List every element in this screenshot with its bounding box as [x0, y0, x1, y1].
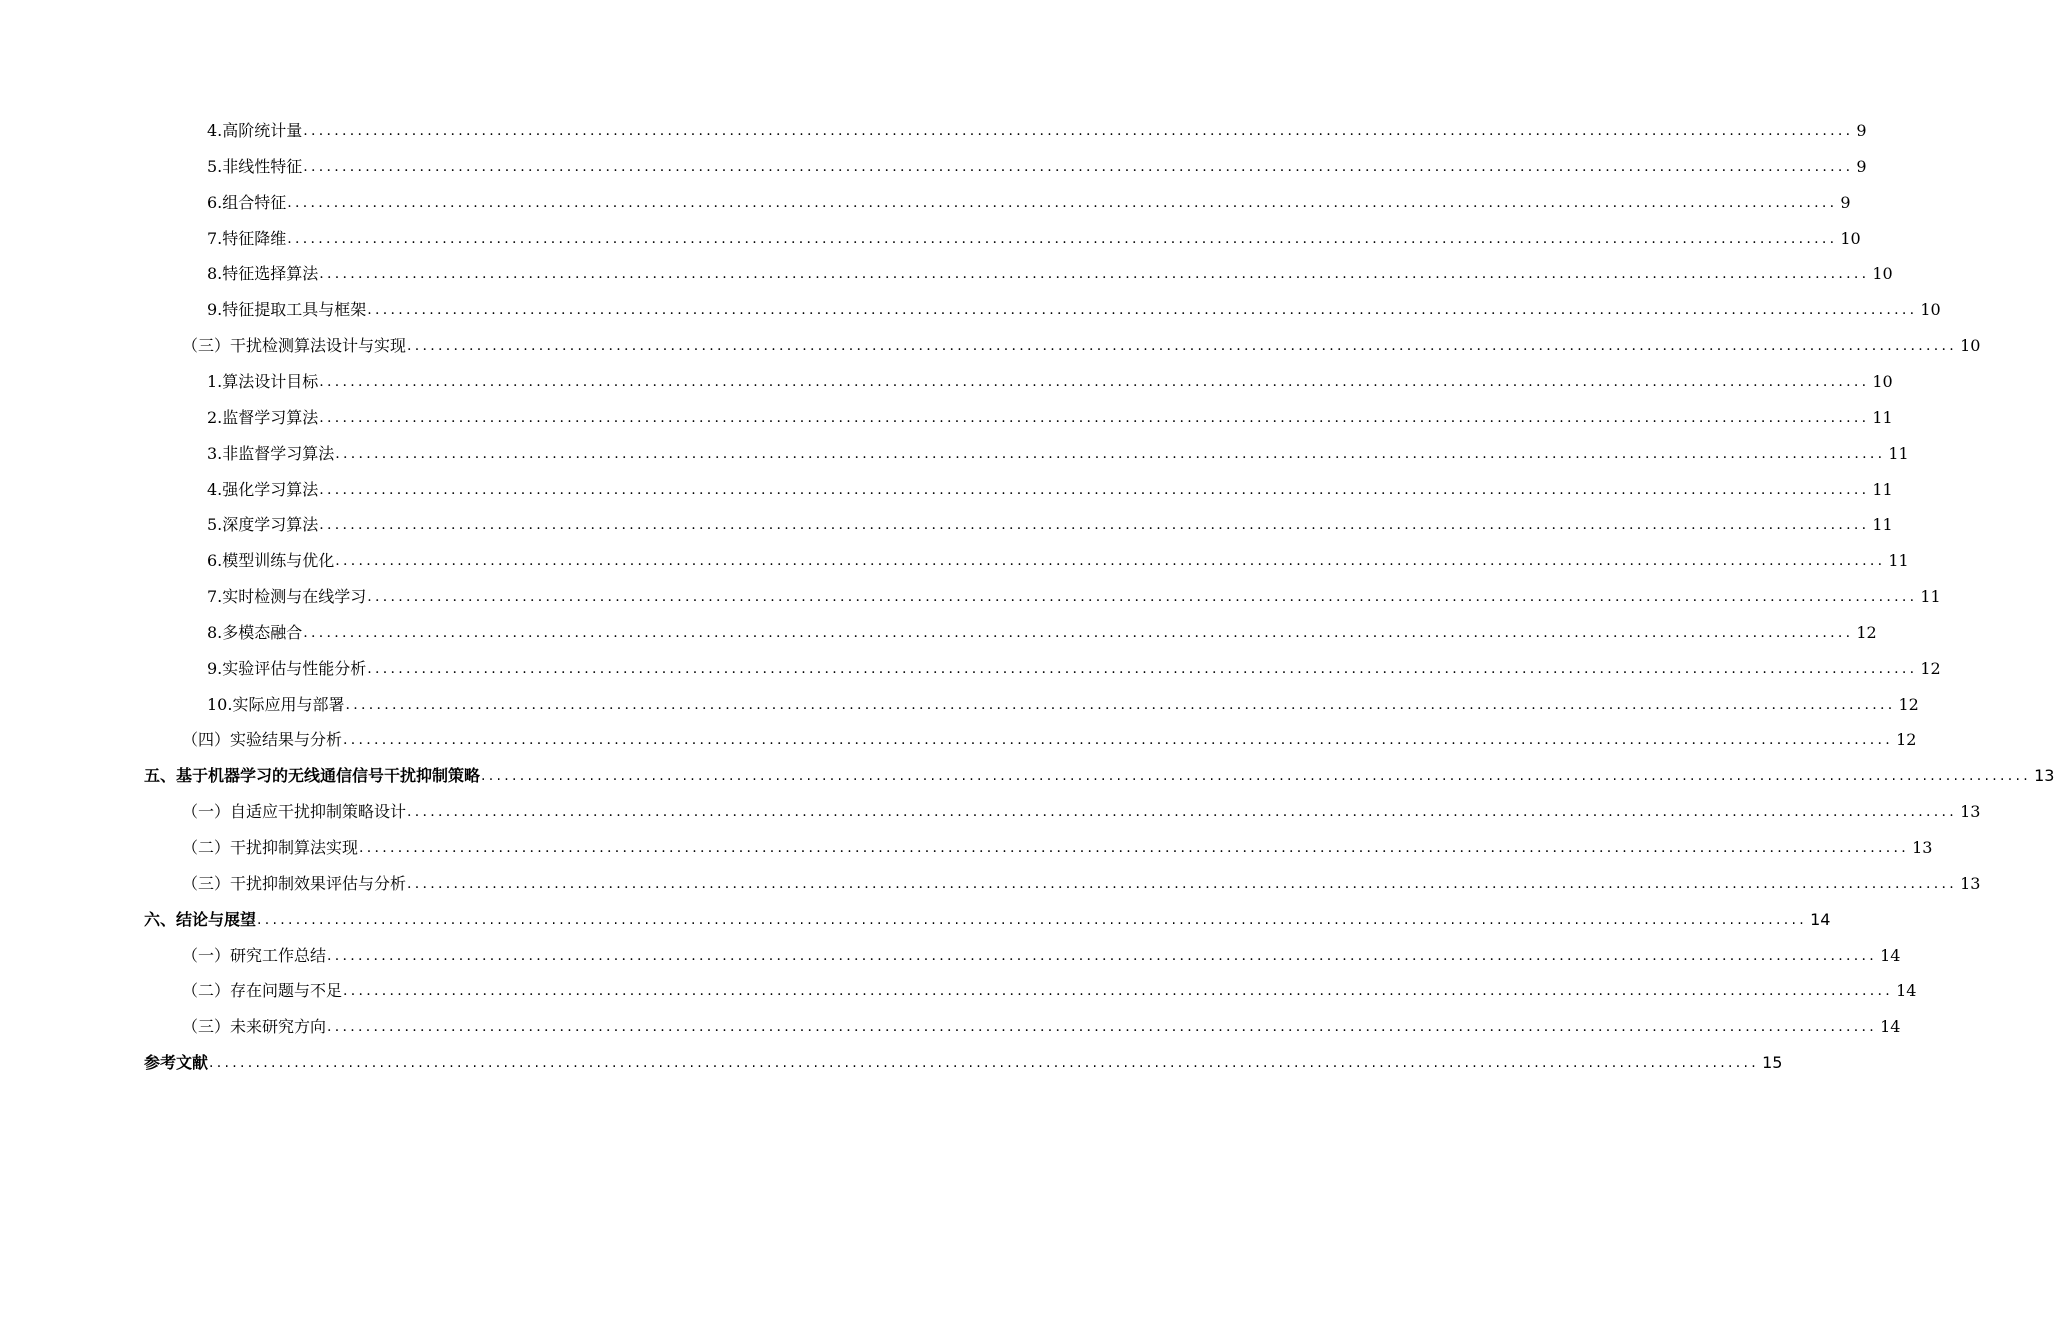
toc-entry-title: 5.非线性特征 [207, 156, 303, 176]
toc-entry-title: （一）研究工作总结 [182, 945, 327, 965]
toc-entry[interactable] [207, 692, 1919, 716]
toc-entry-title: （一）自适应干扰抑制策略设计 [182, 802, 407, 822]
toc-dot-leader: ........................................................................................................................................................................................................ [343, 732, 1894, 749]
toc-dot-leader: ........................................................................................................................................................................................................ [367, 589, 1918, 606]
toc-dot-leader: ........................................................................................................................................................................................................ [209, 1055, 1760, 1072]
toc-entry[interactable] [144, 1050, 1783, 1074]
toc-entry[interactable] [207, 441, 1909, 465]
toc-entry-title: 4.强化学习算法 [207, 479, 319, 499]
toc-entry[interactable] [182, 1014, 1901, 1038]
toc-entry-page-number: 10 [1840, 228, 1861, 248]
toc-dot-leader: ........................................................................................................................................................................................................ [327, 947, 1878, 964]
toc-dot-leader: ........................................................................................................................................................................................................ [367, 660, 1918, 677]
toc-entry-title: 5.深度学习算法 [207, 515, 319, 535]
toc-entry[interactable] [144, 907, 1831, 931]
toc-entry[interactable] [207, 190, 1851, 214]
toc-dot-leader: ........................................................................................................................................................................................................ [257, 911, 1808, 928]
toc-entry-title: 8.多模态融合 [207, 622, 303, 642]
toc-entry-page-number: 12 [1920, 658, 1941, 678]
toc-entry-title: 3.非监督学习算法 [207, 443, 335, 463]
toc-entry-title: 六、结论与展望 [144, 909, 257, 929]
toc-dot-leader: ........................................................................................................................................................................................................ [407, 338, 1958, 355]
toc-entry-page-number: 11 [1872, 407, 1893, 427]
toc-dot-leader: ........................................................................................................................................................................................................ [319, 266, 1870, 283]
toc-entry-page-number: 9 [1856, 156, 1867, 176]
toc-entry-title: 6.模型训练与优化 [207, 551, 335, 571]
toc-entry-page-number: 11 [1920, 587, 1941, 607]
toc-entry[interactable] [144, 763, 2054, 787]
toc-dot-leader: ........................................................................................................................................................................................................ [327, 1019, 1878, 1036]
toc-entry-title: （四）实验结果与分析 [182, 730, 343, 750]
toc-dot-leader: ........................................................................................................................................................................................................ [335, 445, 1886, 462]
toc-entry-title: （二）干扰抑制算法实现 [182, 838, 359, 857]
toc-entry[interactable] [182, 871, 1981, 895]
toc-entry-page-number: 11 [1872, 479, 1893, 499]
toc-entry-title: （三）干扰抑制效果评估与分析 [182, 873, 407, 893]
toc-entry-page-number: 13 [2034, 766, 2054, 786]
toc-dot-leader: ........................................................................................................................................................................................................ [287, 230, 1838, 247]
toc-entry-page-number: 11 [1872, 515, 1893, 535]
toc-entry[interactable] [182, 333, 1981, 357]
toc-entry-title: 9.特征提取工具与框架 [207, 300, 367, 320]
toc-entry[interactable] [207, 369, 1893, 393]
toc-dot-leader: ........................................................................................................................................................................................................ [343, 983, 1894, 1000]
toc-dot-leader: ........................................................................................................................................................................................................ [287, 194, 1838, 211]
toc-entry-page-number: 12 [1856, 622, 1877, 642]
toc-dot-leader: ........................................................................................................................................................................................................ [345, 696, 1896, 713]
toc-entry-page-number: 12 [1896, 730, 1917, 750]
toc-dot-leader: ........................................................................................................................................................................................................ [319, 409, 1870, 426]
toc-entry-page-number: 14 [1880, 1017, 1901, 1037]
toc-entry-page-number: 10 [1872, 371, 1893, 391]
toc-entry-title: 6.组合特征 [207, 192, 287, 212]
toc-entry-page-number: 15 [1762, 1053, 1783, 1073]
toc-entry[interactable] [182, 978, 1917, 1002]
toc-entry-page-number: 9 [1840, 192, 1851, 212]
toc-dot-leader: ........................................................................................................................................................................................................ [319, 481, 1870, 498]
toc-entry-page-number: 11 [1888, 443, 1909, 463]
toc-dot-leader: ........................................................................................................................................................................................................ [359, 840, 1910, 856]
toc-dot-leader: ........................................................................................................................................................................................................ [407, 804, 1958, 821]
toc-dot-leader: ........................................................................................................................................................................................................ [481, 768, 2032, 785]
toc-entry[interactable] [207, 656, 1941, 680]
toc-entry[interactable] [207, 261, 1893, 285]
toc-entry[interactable] [207, 154, 1867, 178]
toc-entry-page-number: 11 [1888, 551, 1909, 571]
toc-entry-title: 10.实际应用与部署 [207, 694, 345, 714]
toc-entry[interactable] [207, 548, 1909, 572]
toc-entry-page-number: 13 [1960, 873, 1981, 893]
toc-entry[interactable] [182, 799, 1981, 823]
toc-entry-page-number: 14 [1810, 909, 1831, 929]
toc-dot-leader: ........................................................................................................................................................................................................ [407, 875, 1958, 892]
toc-entry[interactable] [207, 477, 1893, 501]
toc-entry[interactable] [182, 943, 1901, 967]
toc-entry-title: 8.特征选择算法 [207, 264, 319, 284]
toc-entry-page-number: 12 [1898, 694, 1919, 714]
toc-entry[interactable] [207, 118, 1867, 142]
toc-entry-title: （三）未来研究方向 [182, 1017, 327, 1037]
toc-entry-title: 4.高阶统计量 [207, 121, 303, 140]
toc-entry[interactable] [207, 512, 1893, 536]
toc-entry-page-number: 10 [1872, 264, 1893, 284]
toc-entry-title: 7.特征降维 [207, 228, 287, 248]
toc-entry-page-number: 13 [1912, 838, 1933, 857]
toc-entry-page-number: 10 [1960, 336, 1981, 356]
toc-entry[interactable] [207, 584, 1941, 608]
toc-entry-page-number: 14 [1896, 981, 1917, 1001]
toc-dot-leader: ........................................................................................................................................................................................................ [303, 123, 1854, 139]
toc-entry-page-number: 13 [1960, 802, 1981, 822]
toc-entry-title: 7.实时检测与在线学习 [207, 587, 367, 607]
toc-entry[interactable] [207, 226, 1861, 250]
toc-entry[interactable] [182, 835, 1933, 859]
toc-dot-leader: ........................................................................................................................................................................................................ [367, 302, 1918, 319]
toc-entry-title: 2.监督学习算法 [207, 407, 319, 427]
toc-entry-page-number: 10 [1920, 300, 1941, 320]
toc-entry-title: 参考文献 [144, 1053, 209, 1073]
toc-entry-page-number: 9 [1856, 121, 1867, 140]
toc-dot-leader: ........................................................................................................................................................................................................ [303, 158, 1854, 175]
toc-entry-title: （三）干扰检测算法设计与实现 [182, 336, 407, 356]
toc-entry[interactable] [207, 405, 1893, 429]
toc-dot-leader: ........................................................................................................................................................................................................ [335, 553, 1886, 570]
toc-entry[interactable] [182, 727, 1917, 751]
toc-dot-leader: ........................................................................................................................................................................................................ [303, 624, 1854, 641]
toc-entry-page-number: 14 [1880, 945, 1901, 965]
toc-entry-title: 五、基于机器学习的无线通信信号干扰抑制策略 [144, 766, 481, 786]
toc-entry[interactable] [207, 297, 1941, 321]
toc-dot-leader: ........................................................................................................................................................................................................ [319, 517, 1870, 534]
toc-entry[interactable] [207, 620, 1877, 644]
toc-entry-title: （二）存在问题与不足 [182, 981, 343, 1001]
toc-dot-leader: ........................................................................................................................................................................................................ [319, 373, 1870, 390]
toc-entry-title: 9.实验评估与性能分析 [207, 658, 367, 678]
toc-entry-title: 1.算法设计目标 [207, 371, 319, 391]
